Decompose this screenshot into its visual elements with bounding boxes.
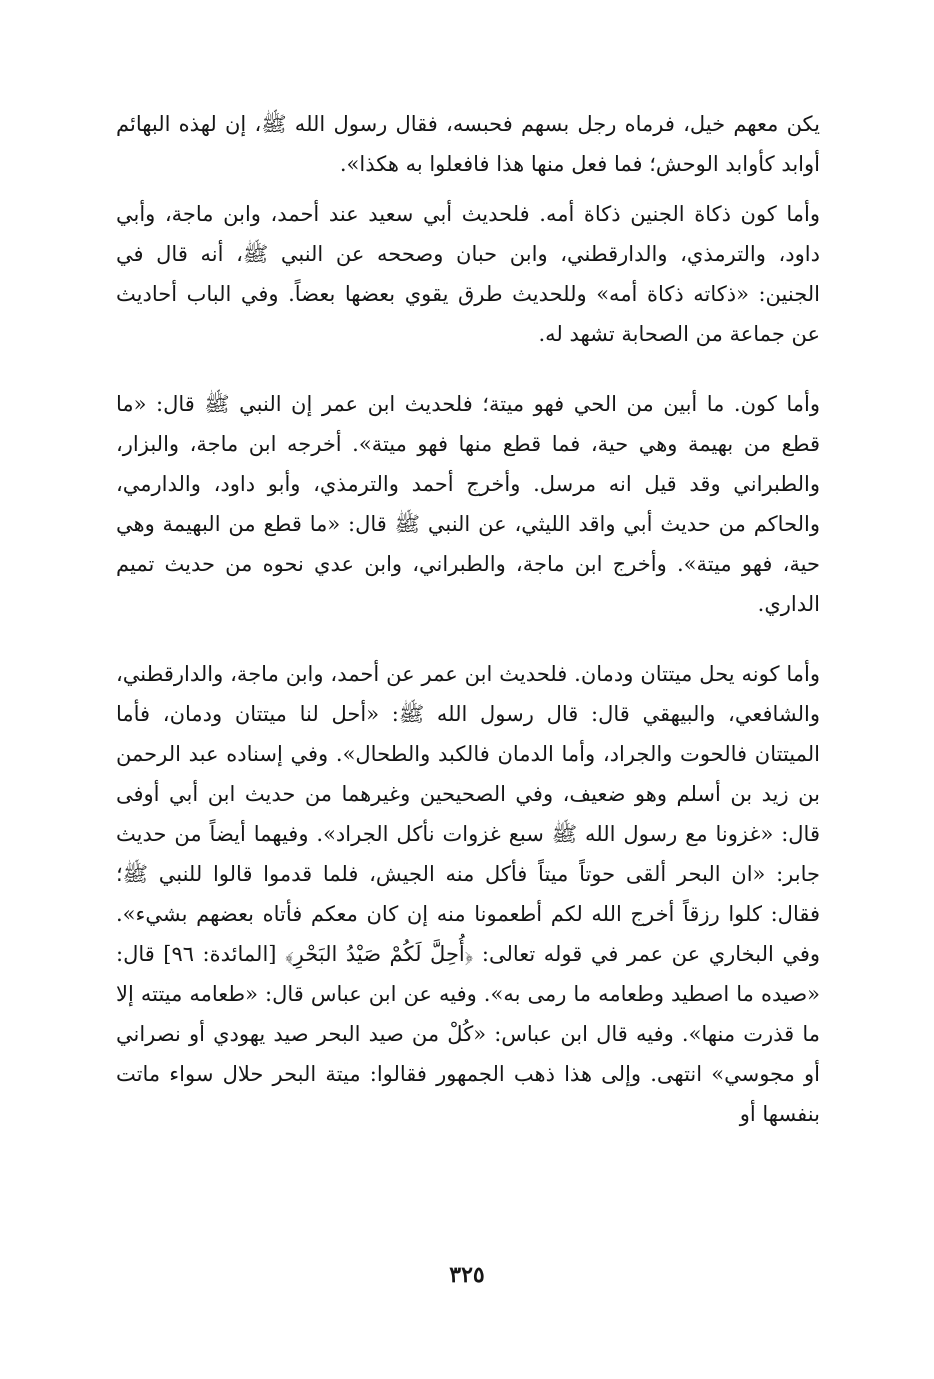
paragraph-3: وأما كون. ما أبين من الحي فهو ميتة؛ فلحديث ابن عمر إن النبي ﷺ قال: «ما قطع من بهيمة وهي حية، فما قطع منها فهو ميتة». أخرجه ابن ماجة، والبزار، والطبراني وقد قيل انه مرسل. وأخرج أحمد والترمذي، وأبو داود، والدارمي، والحاكم من حديث أبي واقد الليثي، عن النبي ﷺ قال: «ما قطع من البهيمة وهي حية، فهو ميتة». وأخرج ابن ماجة، والطبراني، وابن عدي نحوه من حديث تميم الداري.	[116, 392, 820, 616]
paragraph-1: يكن معهم خيل، فرماه رجل بسهم فحبسه، فقال رسول الله ﷺ، إن لهذه البهائم أوابد كأوابد الوحش؛ فما فعل منها هذا فافعلوا به هكذا».	[116, 112, 820, 176]
paragraph-4: وأما كونه يحل ميتتان ودمان. فلحديث ابن عمر عن أحمد، وابن ماجة، والدارقطني، والشافعي، والبيهقي قال: قال رسول الله ﷺ: «أحل لنا ميتتان ودمان، فأما الميتتان فالحوت والجراد، وأما الدمان فالكبد والطحال». وفي إسناده عبد الرحمن بن زيد بن أسلم وهو ضعيف، وفي الصحيحين وغيرهما من حديث ابن أبي أوفى قال: «غزونا مع رسول الله ﷺ سبع غزوات نأكل الجراد». وفيهما أيضاً من حديث جابر: «ان البحر ألقى حوتاً ميتاً فأكل منه الجيش، فلما قدموا قالوا للنبي ﷺ؛ فقال: كلوا رزقاً أخرج الله لكم أطعمونا منه إن كان معكم فأتاه بعضهم بشيء». وفي البخاري عن عمر في قوله تعالى: ﴿أُحِلَّ لَكُمْ صَيْدُ البَحْرِ﴾ [المائدة: ٩٦] قال: «صيده ما اصطيد وطعامه ما رمى به». وفيه عن ابن عباس قال: «طعامه ميتته إلا ما قذرت منها». وفيه قال ابن عباس: «كُلْ من صيد البحر صيد يهودي أو نصراني أو مجوسي» انتهى. وإلى هذا ذهب الجمهور فقالوا: ميتة البحر حلال سواء ماتت بنفسها أو	[116, 662, 821, 1126]
body-text	[116, 104, 820, 1134]
paragraph-2: وأما كون ذكاة الجنين ذكاة أمه. فلحديث أبي سعيد عند أحمد، وابن ماجة، وأبي داود، والترمذي، والدارقطني، وابن حبان وصححه عن النبي ﷺ، أنه قال في الجنين: «ذكاته ذكاة أمه» وللحديث طرق يقوي بعضها بعضاً. وفي الباب أحاديث عن جماعة من الصحابة تشهد له.	[116, 202, 820, 346]
page-number: ٣٢٥	[449, 1262, 485, 1288]
